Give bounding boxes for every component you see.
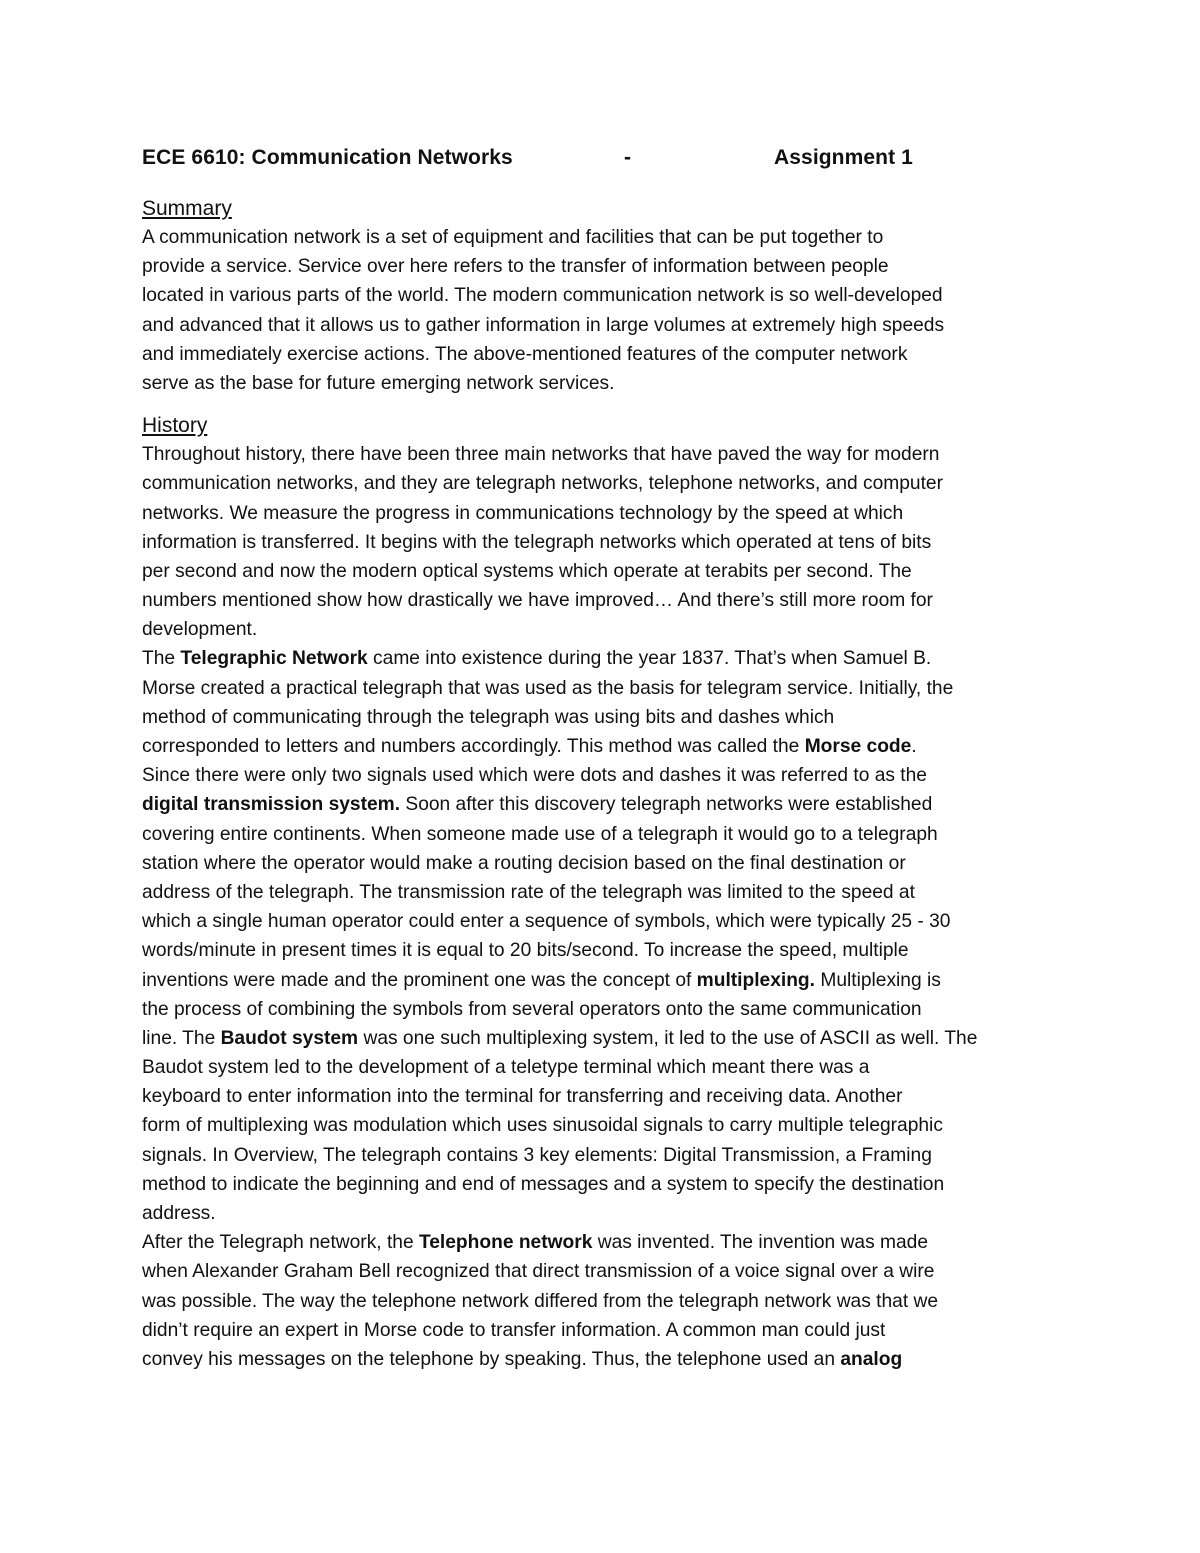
text-run: communication networks, and they are telegraph networks, telephone networks, and computer	[142, 473, 943, 495]
text-run: development.	[142, 619, 258, 641]
text-run: Baudot system led to the development of a teletype terminal which meant there was a	[142, 1057, 870, 1079]
text-run: was invented. The invention was made	[592, 1232, 929, 1254]
text-line	[142, 557, 1062, 586]
text-line	[142, 1170, 1062, 1199]
text-line	[142, 849, 1062, 878]
text-run: The	[142, 648, 181, 670]
summary-heading: Summary	[142, 197, 232, 220]
text-line	[142, 674, 1062, 703]
text-line	[142, 281, 1062, 310]
text-line	[142, 1287, 1062, 1316]
text-run: per second and now the modern optical systems which operate at terabits per second. The	[142, 560, 912, 582]
text-line	[142, 820, 1062, 849]
text-line	[142, 440, 1062, 469]
text-run: and immediately exercise actions. The above-mentioned features of the computer network	[142, 343, 908, 365]
history-heading: History	[142, 414, 208, 438]
text-run: and advanced that it allows us to gather information in large volumes at extremely high speeds	[142, 314, 945, 336]
text-run: line. The	[142, 1027, 221, 1049]
text-run: provide a service. Service over here refers to the transfer of information between people	[142, 256, 889, 278]
text-line	[142, 1228, 1062, 1257]
text-line	[142, 1345, 1062, 1374]
bold-term: Telephone network	[418, 1232, 593, 1254]
text-line	[142, 528, 1062, 557]
text-run: signals. In Overview, The telegraph contains 3 key elements: Digital Transmission, a Framing	[142, 1144, 932, 1166]
text-run: After the Telegraph network, the	[142, 1232, 419, 1254]
text-run: corresponded to letters and numbers accordingly. This method was called the	[142, 736, 805, 757]
text-run: address.	[142, 1203, 216, 1224]
history-paragraph	[142, 440, 1062, 1374]
summary-paragraph	[142, 223, 1062, 398]
text-line	[142, 1111, 1062, 1140]
text-run: method of communicating through the telegraph was using bits and dashes which	[142, 706, 835, 728]
text-run: words/minute in present times it is equal to 20 bits/second. To increase the speed, multiple	[142, 940, 909, 962]
text-line	[142, 615, 1062, 644]
text-run: convey his messages on the telephone by speaking. Thus, the telephone used an	[142, 1348, 841, 1370]
text-line	[142, 586, 1062, 615]
bold-term: Morse code	[804, 736, 912, 757]
text-run: the process of combining the symbols from several operators onto the same communication	[142, 998, 922, 1020]
text-run: form of multiplexing was modulation which uses sinusoidal signals to carry multiple telegraphic	[142, 1115, 943, 1137]
text-run: address of the telegraph. The transmission rate of the telegraph was limited to the speed at	[142, 881, 915, 903]
text-line	[142, 761, 1062, 790]
text-run: was possible. The way the telephone network differed from the telegraph network was that we	[142, 1290, 939, 1312]
text-run: came into existence during the year 1837. That’s when Samuel B.	[367, 648, 932, 670]
document-title	[142, 142, 1062, 178]
text-run: Morse created a practical telegraph that was used as the basis for telegram service. Initially, the	[142, 677, 954, 699]
text-line	[142, 1316, 1062, 1345]
text-line	[142, 703, 1062, 732]
text-line	[142, 1024, 1062, 1053]
text-run: which a single human operator could enter a sequence of symbols, which were typically 25 - 30	[142, 911, 951, 933]
text-run: located in various parts of the world. The modern communication network is so well-developed	[142, 285, 943, 307]
text-run: when Alexander Graham Bell recognized that direct transmission of a voice signal over a wire	[142, 1261, 935, 1283]
text-line	[142, 252, 1062, 281]
text-line	[142, 1257, 1062, 1286]
text-line	[142, 340, 1062, 369]
text-line	[142, 878, 1062, 907]
text-run: inventions were made and the prominent one was the concept of	[142, 969, 697, 991]
text-run: .	[911, 736, 917, 757]
text-line	[142, 936, 1062, 965]
text-line	[142, 369, 1062, 398]
text-line	[142, 311, 1062, 340]
text-run: station where the operator would make a routing decision based on the final destination or	[142, 852, 906, 874]
bold-term: Baudot system	[220, 1027, 359, 1049]
text-run: networks. We measure the progress in communications technology by the speed at which	[142, 502, 904, 524]
document-page	[142, 142, 1062, 1374]
title-separator: -	[624, 146, 632, 169]
text-run: serve as the base for future emerging network services.	[142, 372, 615, 394]
text-run: didn’t require an expert in Morse code to transfer information. A common man could just	[142, 1319, 886, 1341]
text-run: covering entire continents. When someone made use of a telegraph it would go to a telegraph	[142, 823, 938, 845]
bold-term: digital transmission system.	[142, 794, 401, 816]
text-line	[142, 469, 1062, 498]
text-run: was one such multiplexing system, it led to the use of ASCII as well. The	[358, 1027, 978, 1049]
text-line	[142, 907, 1062, 936]
text-line	[142, 223, 1062, 252]
text-line	[142, 790, 1062, 819]
bold-term: analog	[840, 1348, 903, 1370]
text-line	[142, 966, 1062, 995]
text-line	[142, 732, 1062, 761]
text-line	[142, 1199, 1062, 1228]
bold-term: multiplexing.	[696, 969, 815, 991]
text-run: numbers mentioned show how drastically we have improved… And there’s still more room for	[142, 590, 933, 612]
text-line	[142, 1082, 1062, 1111]
text-line	[142, 1053, 1062, 1082]
text-line	[142, 1141, 1062, 1170]
text-run: Soon after this discovery telegraph networks were established	[400, 794, 933, 816]
course-title: ECE 6610: Communication Networks	[142, 146, 513, 169]
text-run: keyboard to enter information into the terminal for transferring and receiving data. Another	[142, 1086, 903, 1108]
text-run: information is transferred. It begins with the telegraph networks which operated at tens of bits	[142, 531, 932, 553]
text-run: A communication network is a set of equipment and facilities that can be put together to	[142, 227, 884, 248]
text-run: method to indicate the beginning and end of messages and a system to specify the destination	[142, 1173, 945, 1195]
assignment-label: Assignment 1	[774, 146, 913, 169]
text-line	[142, 499, 1062, 528]
text-run: Throughout history, there have been three main networks that have paved the way for modern	[142, 444, 940, 466]
text-run: Multiplexing is	[815, 969, 941, 991]
bold-term: Telegraphic Network	[180, 648, 368, 670]
text-line	[142, 995, 1062, 1024]
text-line	[142, 644, 1062, 673]
text-run: Since there were only two signals used which were dots and dashes it was referred to as the	[142, 765, 927, 787]
